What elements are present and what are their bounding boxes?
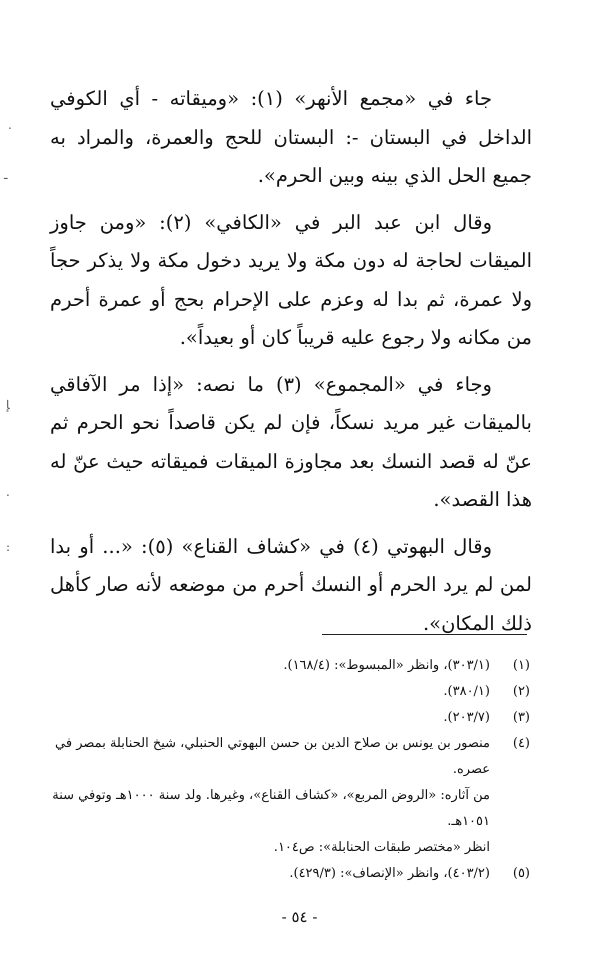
scan-margin-mark: ﺈ <box>6 398 10 412</box>
footnote-separator <box>322 634 527 635</box>
main-text <box>50 80 532 651</box>
scan-margin-mark: . <box>6 485 10 499</box>
footnote-text: انظر «مختصر طبقات الحنابلة»: ص١٠٤. <box>273 840 490 855</box>
footnote-number: (٥) <box>512 866 530 881</box>
footnote <box>45 679 530 705</box>
footnote-continuation <box>45 835 530 861</box>
footnotes <box>45 653 530 887</box>
scan-margin-mark: ـ <box>4 168 8 182</box>
paragraph-kashshaf-al-qina: وقال البهوتي (٤) في «كشاف القناع» (٥): «... أو بدا لمن لم يرد الحرم أو النسك أحرم من موضعه لأنه صار كأهل ذلك المكان». <box>50 534 532 635</box>
footnote <box>45 653 530 679</box>
page-number: - ٥٤ - <box>281 908 318 926</box>
footnote-continuation <box>45 783 530 835</box>
paragraph-al-majmu: وجاء في «المجموع» (٣) ما نصه: «إذا مر الآفاقي بالميقات غير مريد نسكاً، فإن لم يكن قاصداً نحو الحرم ثم عنّ له قصد النسك بعد مجاوزة الميقات فميقاته حيث عنّ له هذا القصد». <box>50 372 532 511</box>
footnote <box>45 861 530 887</box>
footnote-text: (٣٨٠/١). <box>443 684 490 699</box>
footnote-number: (٣) <box>512 710 530 725</box>
footnote-text: (٢٠٣/٧). <box>443 710 490 725</box>
footnote-text: من آثاره: «الروض المربع»، «كشاف القناع»، وغيرها. ولد سنة ١٠٠٠هـ وتوفي سنة ١٠٥١هـ. <box>52 788 490 829</box>
footnote-text: منصور بن يونس بن صلاح الدين بن حسن البهوتي الحنبلي، شيخ الحنابلة بمصر في عصره. <box>55 736 490 777</box>
scan-margin-mark: . <box>8 118 12 132</box>
paragraph-al-kafi: وقال ابن عبد البر في «الكافي» (٢): «ومن جاوز الميقات لحاجة له دون مكة ولا يريد دخول مكة ولا يذكر حجاً ولا عمرة، ثم بدا له وعزم على الإحرام بحج أو عمرة أحرم من مكانه ولا رجوع عليه قريباً كان أو بعيداً». <box>50 210 532 349</box>
footnote-number: (٤) <box>512 736 530 751</box>
footnote-text: (٤٠٣/٢)، وانظر «الإنصاف»: (٤٢٩/٣). <box>289 866 490 881</box>
footnote <box>45 731 530 783</box>
scan-margin-mark: : <box>6 540 11 554</box>
footnote-number: (١) <box>512 658 530 673</box>
footnote-text: (٣٠٣/١)، وانظر «المبسوط»: (١٦٨/٤). <box>283 658 490 673</box>
paragraph-majma-al-anhur: جاء في «مجمع الأنهر» (١): «وميقاته - أي الكوفي الداخل في البستان -: البستان للحج والعمرة، والمراد به جميع الحل الذي بينه وبين الحرم». <box>50 87 532 187</box>
footnote <box>45 705 530 731</box>
footnote-number: (٢) <box>512 684 530 699</box>
